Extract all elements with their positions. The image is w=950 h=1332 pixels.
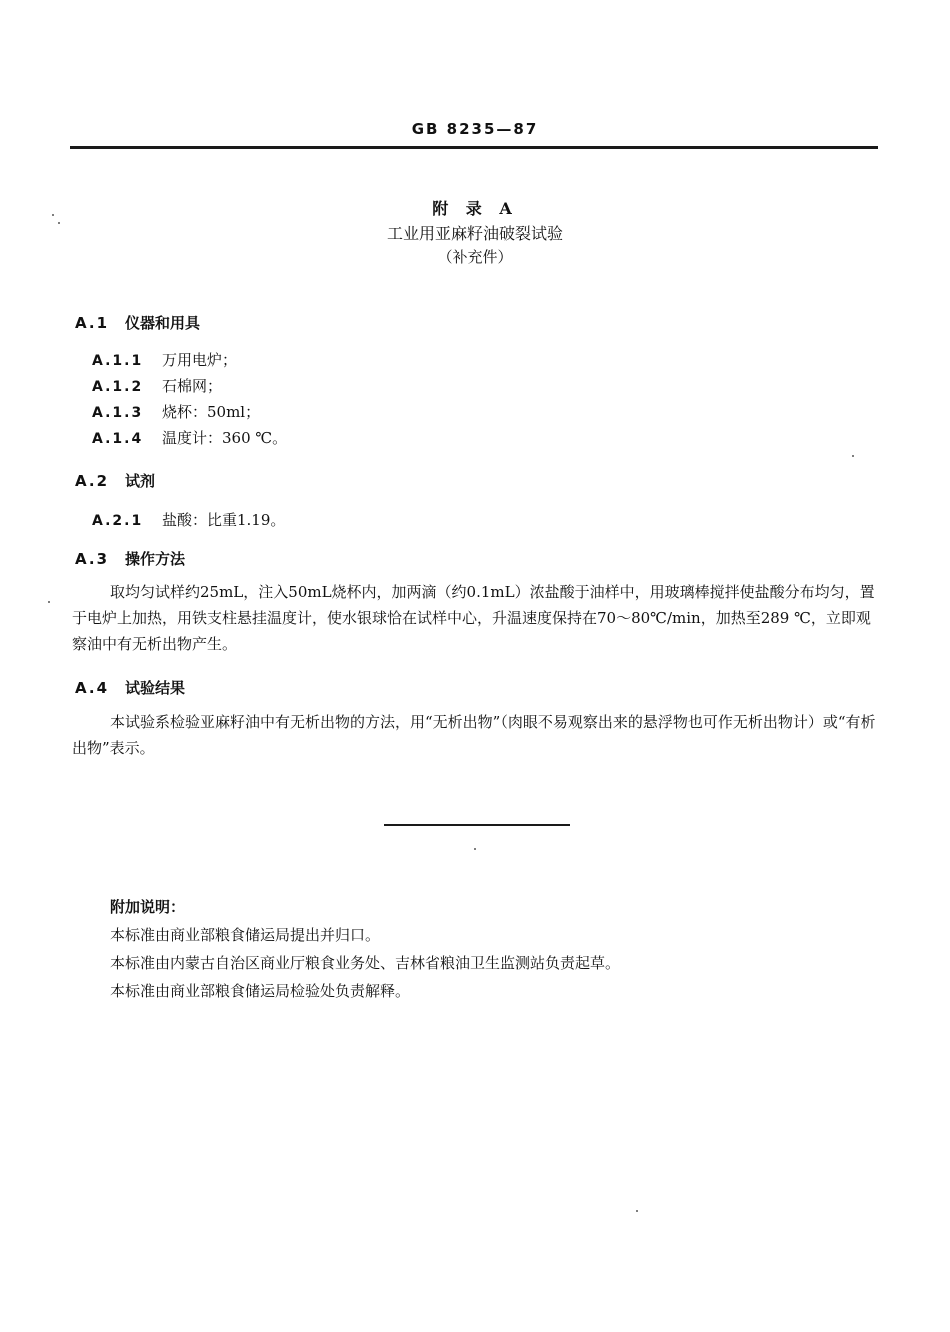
section-title: 仪器和用具	[125, 314, 201, 332]
section-heading-a4	[75, 677, 185, 698]
item-text: 万用电炉；	[162, 351, 238, 369]
note-line: 本标准由商业部粮食储运局提出并归口。	[110, 926, 381, 944]
section-title: 试剂	[125, 472, 156, 490]
section-number: A.4	[75, 679, 110, 697]
list-item	[92, 427, 287, 448]
section-number: A.2	[75, 472, 110, 490]
item-number: A.2.1	[92, 513, 144, 529]
scan-speck	[852, 455, 854, 457]
scan-speck	[48, 601, 50, 603]
section-title: 操作方法	[125, 550, 186, 568]
section-title: 试验结果	[125, 679, 186, 697]
item-text: 烧杯：50ml；	[162, 403, 261, 421]
item-text: 石棉网；	[162, 377, 223, 395]
list-item	[92, 509, 285, 530]
standard-code: GB 8235—87	[411, 120, 539, 138]
section-number: A.3	[75, 550, 110, 568]
item-number: A.1.3	[92, 405, 144, 421]
list-item	[92, 375, 222, 396]
scan-speck	[58, 222, 60, 224]
section-divider	[384, 824, 570, 826]
appendix-title: 工业用亚麻籽油破裂试验	[386, 224, 563, 243]
list-item	[92, 349, 237, 370]
section-heading-a3	[75, 548, 185, 569]
note-line: 本标准由商业部粮食储运局检验处负责解释。	[110, 982, 411, 1000]
section-number: A.1	[75, 314, 110, 332]
scan-speck	[636, 1210, 638, 1212]
scan-speck	[474, 848, 476, 850]
section-heading-a2	[75, 470, 155, 491]
header-rule	[70, 146, 878, 149]
note-line: 本标准由内蒙古自治区商业厅粮食业务处、吉林省粮油卫生监测站负责起草。	[110, 954, 621, 972]
appendix-subtitle: （补充件）	[437, 248, 513, 266]
scan-speck	[52, 214, 54, 216]
section-heading-a1	[75, 312, 200, 333]
result-paragraph: 本试验系检验亚麻籽油中有无析出物的方法，用“无析出物”（肉眼不易观察出来的悬浮物也可作无析出物计）或“有析出物”表示。	[72, 713, 876, 757]
item-number: A.1.2	[92, 379, 144, 395]
item-text: 温度计：360 ℃。	[162, 429, 288, 447]
item-text: 盐酸：比重1.19。	[162, 511, 286, 529]
additional-notes	[110, 893, 620, 1005]
appendix-label: 附 录 A	[432, 199, 518, 218]
procedure-paragraph: 取均匀试样约25mL，注入50mL烧杯内，加两滴（约0.1mL）浓盐酸于油样中，用玻璃棒搅拌使盐酸分布均匀，置于电炉上加热，用铁支柱悬挂温度计，使水银球恰在试样中心，升温速度保持在70～80℃/min，加热至289 ℃，立即观察油中有无析出物产生。	[72, 583, 875, 653]
item-number: A.1.1	[92, 353, 144, 369]
notes-heading: 附加说明：	[110, 898, 186, 916]
list-item	[92, 401, 260, 422]
item-number: A.1.4	[92, 431, 144, 447]
